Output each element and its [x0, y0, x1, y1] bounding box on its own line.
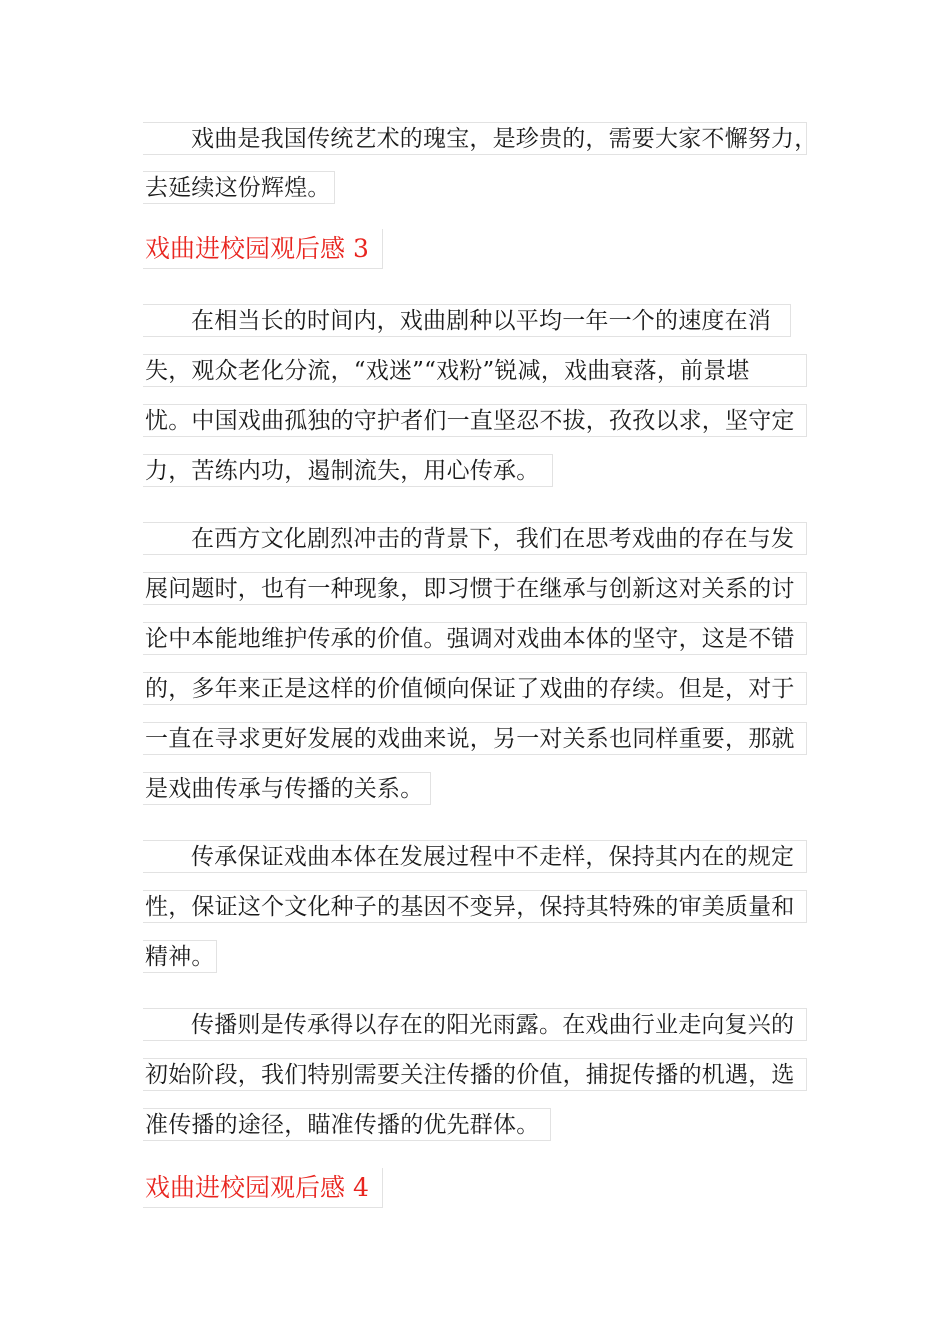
paragraph-line: 准传播的途径，瞄准传播的优先群体。	[143, 1108, 551, 1141]
paragraph-line: 精神。	[143, 940, 217, 973]
section-heading: 戏曲进校园观后感 4	[143, 1168, 383, 1208]
paragraph-line: 论中本能地维护传承的价值。强调对戏曲本体的坚守，这是不错	[143, 622, 807, 655]
paragraph-line: 戏曲是我国传统艺术的瑰宝，是珍贵的，需要大家不懈努力，	[143, 122, 807, 155]
paragraph-line: 去延续这份辉煌。	[143, 171, 335, 204]
paragraph-line: 在相当长的时间内，戏曲剧种以平均一年一个的速度在消	[143, 304, 791, 337]
section-heading: 戏曲进校园观后感 3	[143, 229, 383, 269]
paragraph-line: 是戏曲传承与传播的关系。	[143, 772, 431, 805]
paragraph-line: 传播则是传承得以存在的阳光雨露。在戏曲行业走向复兴的	[143, 1008, 807, 1041]
paragraph-line: 在西方文化剧烈冲击的背景下，我们在思考戏曲的存在与发	[143, 522, 807, 555]
paragraph-line: 传承保证戏曲本体在发展过程中不走样，保持其内在的规定	[143, 840, 807, 873]
paragraph-line: 性，保证这个文化种子的基因不变异，保持其特殊的审美质量和	[143, 890, 807, 923]
paragraph-line: 一直在寻求更好发展的戏曲来说，另一对关系也同样重要，那就	[143, 722, 807, 755]
paragraph-line: 失，观众老化分流，“戏迷”“戏粉”锐减，戏曲衰落，前景堪	[143, 354, 807, 387]
paragraph-line: 的，多年来正是这样的价值倾向保证了戏曲的存续。但是，对于	[143, 672, 807, 705]
paragraph-line: 初始阶段，我们特别需要关注传播的价值，捕捉传播的机遇，选	[143, 1058, 807, 1091]
paragraph-line: 展问题时，也有一种现象，即习惯于在继承与创新这对关系的讨	[143, 572, 807, 605]
paragraph-line: 力，苦练内功，遏制流失，用心传承。	[143, 454, 553, 487]
paragraph-line: 忧。中国戏曲孤独的守护者们一直坚忍不拔，孜孜以求，坚守定	[143, 404, 807, 437]
